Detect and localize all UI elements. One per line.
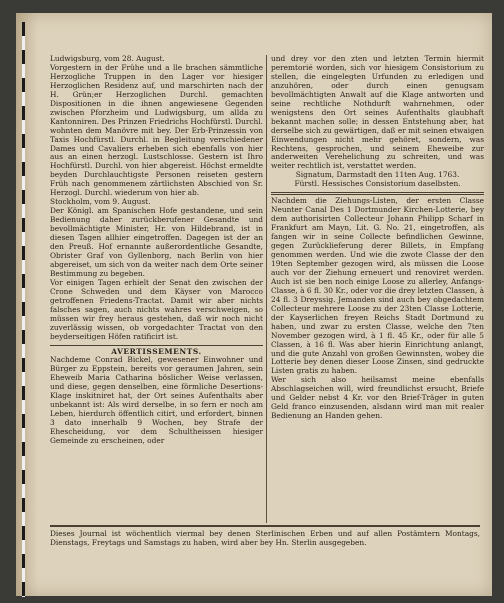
signature-consistorium: Fürstl. Hessisches Consistorium daselbsten.: [294, 179, 461, 189]
report-stockholm: Der Königl. am Spanischen Hofe gestandene, und sein Bedienung daher zurückberufener Gesandte und bevollmächtigte Minister, Hr. von Hildebrand, ist in diesen Tagen allhier eingetroffen. Dagegen ist der an den Preuß. Hof ernannte außerordentliche Gesandte, Obrister Graf von Gyllenborg, nach Berlin von hier abgereiset, um sich von da weiter nach dem Orte seiner Bestimmung zu begeben.: [50, 206, 263, 278]
lottery-notice: Nachdem die Ziehungs-Listen, der ersten Classe Neunter Canal Des 1 Dortmunder Kirchen-Lotterie, bey dem authorisirten Collecteur Johann Philipp Scharf in Frankfurt am Mayn, Lit. G. No. 21, eingetroffen, als fangen wir in seine Collecte befindlichen Gewinne, gegen Zurücklieferung derer Billets, in Empfang genommen werden. Und wie die zwote Classe der den 19ten September gezogen wird, als müssen die Loose auch vor der Ziehung erneuert und renoviret werden. Auch ist sie ben noch einige Loose zu allerley, Anfangs-Classe, à 6 fl. 30 Kr., oder vor die drey letzten Classen, à 24 fl. 3 Dreyssig. Jemanden sind auch bey obgedachtem Collecteur mehrere Loose zu der 23ten Classe Lotterie, der Kayserlichen freyen Reichs Stadt Dortmund zu haben, und zwar zu ersten Classe, welche den 7ten November gezogen wird, à 1 fl. 45 Kr., oder für alle 5 Classen, à 16 fl. Was aber hierin Einrichtung anlangt, und die gute Anzahl von großen Gewinnsten, wobey die Lotterie bey denen dieser Loose Zinsen, sind gedruckte Listen gratis zu haben.: [271, 196, 484, 376]
page-content: [50, 54, 484, 550]
avertissements-heading: AVERTISSEMENTS.: [111, 346, 202, 356]
left-column: [50, 55, 263, 446]
right-column: [271, 55, 484, 421]
advert-citation: Nachdeme Conrad Bickel, gewesener Einwohner und Bürger zu Eppstein, bereits vor geraumen Jahren, sein Eheweib Maria Catharina böslicher Weise verlassen, und diese, gegen denselben, eine förmliche Desertions-Klage inskitniret hat, der Ort seines Aufenthalts aber unbekannt ist: Als wird derselbe, in so fern er noch am Leben, hierdurch öffentlich citirt, und erfordert, binnen 3 dato innerhalb 9 Wochen, bey Strafe der Ehescheidung, vor dem Schultheissen hiesiger Gemeinde zu erscheinen, oder: [50, 355, 263, 446]
section-divider: [271, 192, 484, 195]
scale-ruler: [22, 22, 25, 597]
lottery-instructions: Wer sich also heilsamst meine ebenfalls Abschlagseichen will, wird freundlichst ersucht, Briefe und Gelder nebst 4 Kr. vor den Brief-Träger in guten Geld franco einzusenden, alsdann wird man mit realer Bedienung an Handen gehen.: [271, 375, 484, 421]
report-marocco-treaty: Vor einigen Tagen erhielt der Senat den zwischen der Crone Schweden und dem Käyser von Marocco getroffenen Friedens-Tractat. Damit wir aber nichts falsches sagen, auch nichts wahres verschweigen, so müssen wir frey heraus gestehen, daß wir noch nicht zuverlässig wissen, ob vorgedachter Tractat von den beyderseitigen Höfen ratificirt ist.: [50, 277, 263, 341]
section-divider: [50, 345, 263, 346]
dateline-stockholm: Stockholm, vom 9. August.: [50, 197, 151, 207]
signature-date: Signatum, Darmstadt den 11ten Aug. 1763.: [295, 170, 460, 180]
footer-notice: Dieses Journal ist wöchentlich viermal bey denen Sterlinischen Erben und auf allen Postämtern Montags, Dienstags, Freytags und Samstags zu haben, wird aber bey Hn. Sterlin ausgegeben.: [50, 529, 480, 548]
report-ludwigsburg: Vorgestern in der Frühe und a lle brachen sämmtliche Herzogliche Truppen in den Lager vor hiesiger Herzoglichen Residenz auf, und marschirten nach der H. Grün;er Herzoglichen Durchl. gemachten Dispositionen in die ihnen angewiesene Gegenden zwischen Pforzheim und Ludwigsburg, um allda zu Kantonniren. Des Prinzen Friedrichs Hochfürstl. Durchl. wohnten dem Manövre mit bey. Der Erb-Prinzessin von Taxis Hochfürstl. Durchl. in Begleitung verschiedener Dames und Cavaliers erheben sich ebenfalls von hier aus an einen herzogl. Lustschlosse. Gestern ist Ihro Hochfürstl. Durchl. von hier abgereist. Höchst ermeldte beyden Durchlauchtigste Personen reiseten gestern Früh nach genommenem zärtlichsten Abschied von Sr. Herzogl. Durchl. wiederum von hier ab.: [50, 62, 263, 198]
publication-footer: [50, 525, 480, 547]
dateline-ludwigsburg: Ludwigsburg, vom 28. August.: [50, 54, 165, 63]
column-divider: [266, 55, 267, 523]
citation-continued: und drey vor den zten und letzten Termin hiermit peremtorié worden, sich vor hiesigem Consistorium zu stellen, die eingelegten Urfunden zu erledigen und anzuhören, oder durch einen genugsam bevollmächtigten Anwalt auf die Klage antworten und seine rechtliche Nothdurft wahrnehmen, oder wenigstens den Ort seines Aufenthalts glaubhaft bekannt machen solle; in dessen Entstehung aber, hat derselbe sich zu gewärtigen, daß er mit seinen etwaigen Einwendungen nicht mehr gehöret, sondern, was Rechtens, gesprochen, und seinem Eheweibe zur anderweiten Verehelichung zu schreiten, und was weiter rechtlich ist, verstattet werden.: [271, 54, 484, 171]
